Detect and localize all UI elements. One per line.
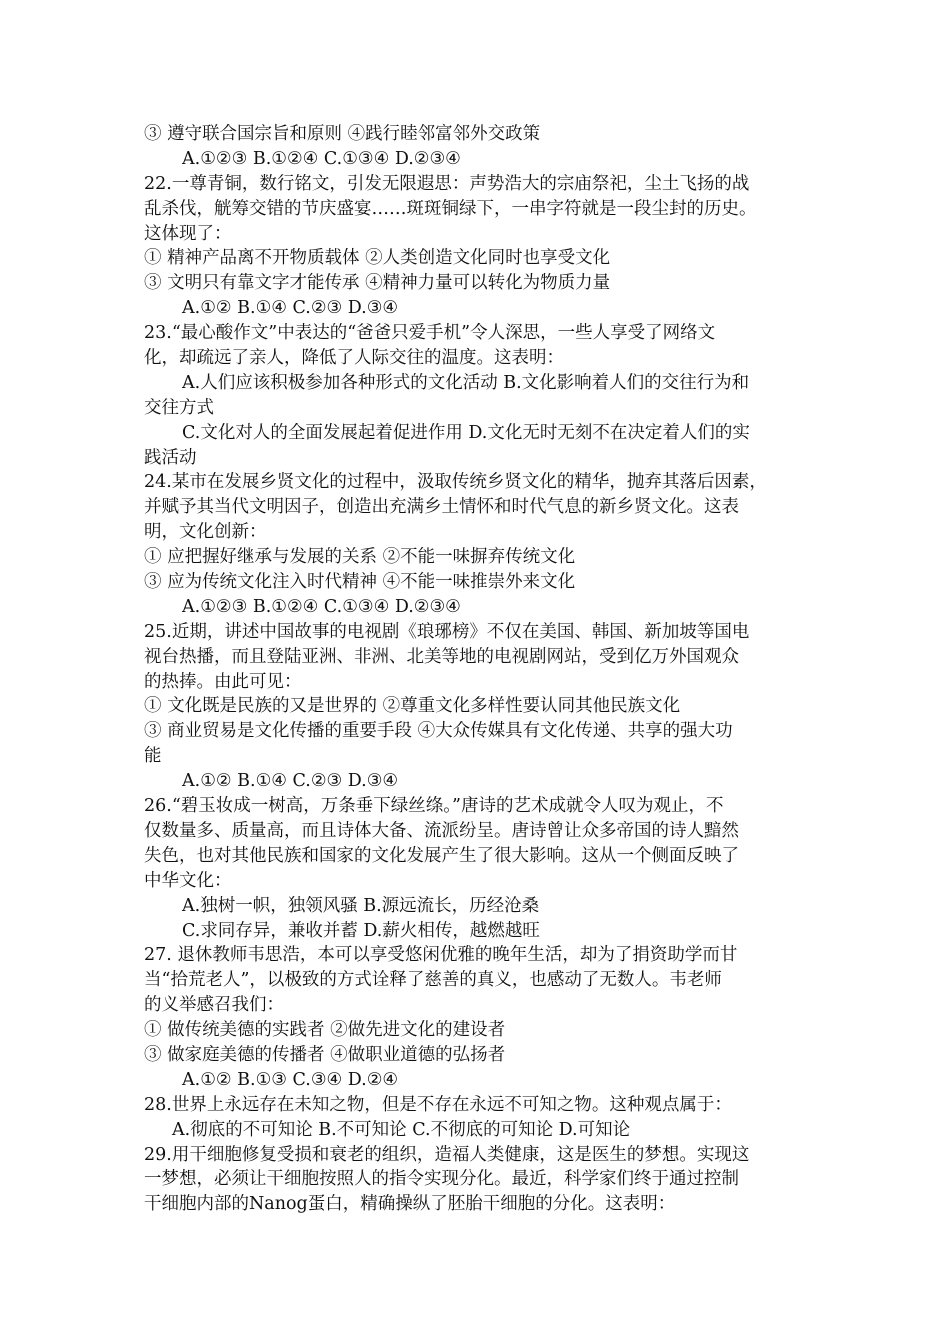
text-line: 交往方式 [144, 397, 214, 418]
text-line: C.求同存异，兼收并蓄 D.薪火相传，越燃越旺 [182, 920, 540, 941]
text-line: 能 [144, 746, 162, 767]
text-line: ① 做传统美德的实践者 ②做先进文化的建设者 [144, 1020, 506, 1041]
text-line: 失色，也对其他民族和国家的文化发展产生了很大影响。这从一个侧面反映了 [144, 845, 739, 866]
text-line: 一梦想，必须让干细胞按照人的指令实现分化。最近，科学家们终于通过控制 [144, 1169, 739, 1190]
text-line: A.独树一帜，独领风骚 B.源远流长，历经沧桑 [182, 895, 540, 916]
text-line: 仅数量多、质量高，而且诗体大备、流派纷呈。唐诗曾让众多帝国的诗人黯然 [144, 820, 739, 841]
text-line: 化，却疏远了亲人，降低了人际交往的温度。这表明： [144, 348, 564, 369]
text-line: ① 精神产品离不开物质载体 ②人类创造文化同时也享受文化 [144, 248, 611, 269]
text-line: 的义举感召我们： [144, 995, 284, 1016]
text-line: A.①②③ B.①②④ C.①③④ D.②③④ [182, 148, 461, 169]
text-line: 28.世界上永远存在未知之物，但是不存在永远不可知之物。这种观点属于： [144, 1094, 732, 1115]
text-line: ③ 应为传统文化注入时代精神 ④不能一味推崇外来文化 [144, 572, 576, 593]
text-line: 明，文化创新： [144, 522, 267, 543]
text-line: 中华文化： [144, 870, 232, 891]
text-line: 当“拾荒老人”，以极致的方式诠释了慈善的真义，也感动了无数人。韦老师 [144, 970, 722, 991]
text-line: A.彻底的不可知论 B.不可知论 C.不彻底的可知论 D.可知论 [172, 1119, 631, 1140]
document-body [144, 122, 812, 1217]
text-line: A.①② B.①④ C.②③ D.③④ [182, 771, 399, 792]
text-line: A.人们应该积极参加各种形式的文化活动 B.文化影响着人们的交往行为和 [182, 372, 750, 393]
text-line: A.①② B.①④ C.②③ D.③④ [182, 298, 399, 319]
text-line: 29.用干细胞修复受损和衰老的组织，造福人类健康，这是医生的梦想。实现这 [144, 1144, 750, 1165]
text-line: ③ 遵守联合国宗旨和原则 ④践行睦邻富邻外交政策 [144, 124, 541, 144]
text-line: C.文化对人的全面发展起着促进作用 D.文化无时无刻不在决定着人们的实 [182, 422, 750, 443]
text-line: 视台热播，而且登陆亚洲、非洲、北美等地的电视剧网站，受到亿万外国观众 [144, 646, 739, 667]
text-line: 27. 退休教师韦思浩，本可以享受悠闲优雅的晚年生活，却为了捐资助学而甘 [144, 945, 738, 966]
text-line: 干细胞内部的Nanog蛋白，精确操纵了胚胎干细胞的分化。这表明： [144, 1194, 676, 1215]
text-line: 22.一尊青铜，数行铭文，引发无限遐思：声势浩大的宗庙祭祀，尘土飞扬的战 [144, 173, 750, 194]
text-line: 这体现了： [144, 223, 232, 244]
text-line: A.①② B.①③ C.③④ D.②④ [182, 1069, 399, 1090]
text-line: 26.“碧玉妆成一树高，万条垂下绿丝绦。”唐诗的艺术成就令人叹为观止，不 [144, 796, 724, 817]
text-line: ③ 商业贸易是文化传播的重要手段 ④大众传媒具有文化传递、共享的强大功 [144, 721, 733, 742]
text-line: 24.某市在发展乡贤文化的过程中，汲取传统乡贤文化的精华，抛弃其落后因素， [144, 472, 767, 493]
text-line: ① 文化既是民族的又是世界的 ②尊重文化多样性要认同其他民族文化 [144, 696, 681, 717]
text-line: ③ 做家庭美德的传播者 ④做职业道德的弘扬者 [144, 1044, 506, 1065]
text-line: ③ 文明只有靠文字才能传承 ④精神力量可以转化为物质力量 [144, 273, 611, 294]
text-line: 践活动 [144, 447, 197, 468]
text-line: A.①②③ B.①②④ C.①③④ D.②③④ [182, 596, 461, 617]
text-line: 乱杀伐，觥筹交错的节庆盛宴……斑斑铜绿下，一串字符就是一段尘封的历史。 [144, 198, 757, 219]
text-line: 23.“最心酸作文”中表达的“爸爸只爱手机”令人深思，一些人享受了网络文 [144, 323, 716, 344]
text-line: 25.近期，讲述中国故事的电视剧《琅琊榜》不仅在美国、韩国、新加坡等国电 [144, 621, 750, 642]
text-line: 并赋予其当代文明因子，创造出充满乡土情怀和时代气息的新乡贤文化。这表 [144, 497, 739, 518]
text-line: ① 应把握好继承与发展的关系 ②不能一味摒弃传统文化 [144, 547, 576, 568]
text-line: 的热捧。由此可见： [144, 671, 302, 692]
